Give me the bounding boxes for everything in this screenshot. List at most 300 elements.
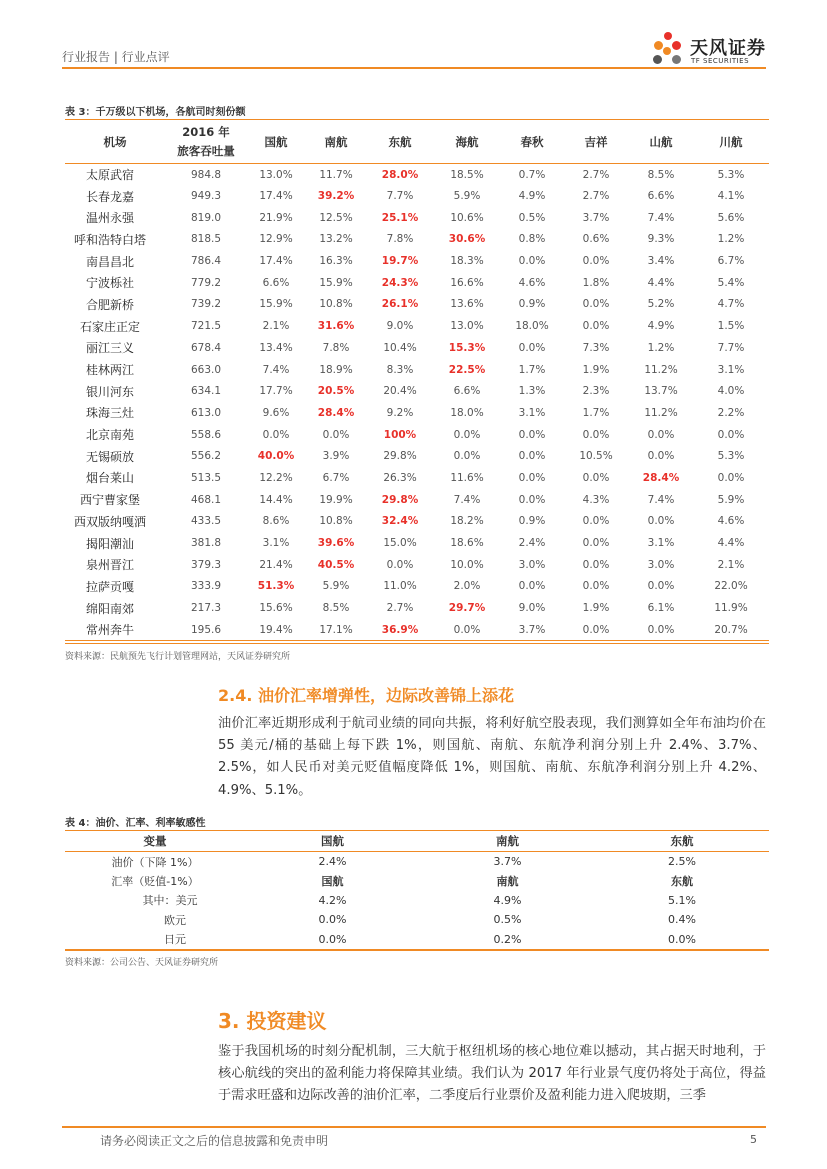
table-cell: 4.4% — [647, 276, 675, 289]
table-cell: 29.8% — [383, 450, 417, 463]
table-cell: 15.3% — [448, 341, 486, 354]
airport-name: 北京南苑 — [85, 428, 134, 443]
table-cell: 13.7% — [644, 385, 678, 398]
table-row — [65, 315, 769, 337]
variable-label: 汇率（贬值-1%） — [111, 874, 199, 888]
table-cell: 7.3% — [582, 341, 610, 354]
table-cell: 南航 — [496, 874, 519, 888]
table-cell: 0.0% — [647, 515, 675, 528]
variable-label: 欧元 — [164, 913, 186, 927]
table-cell: 4.6% — [717, 515, 745, 528]
table-cell: 3.9% — [322, 450, 350, 463]
table-row — [65, 532, 769, 554]
airport-name: 烟台莱山 — [85, 471, 134, 486]
table-cell: 17.1% — [319, 623, 353, 636]
table-cell: 8.5% — [647, 168, 675, 181]
table3-header: 机场 — [103, 134, 127, 149]
source-divider — [65, 643, 769, 644]
table-cell: 4.2% — [318, 893, 347, 907]
airport-name: 太原武宿 — [85, 168, 134, 183]
table-row — [65, 402, 769, 424]
variable-label: 油价（下降 1%） — [111, 855, 199, 869]
table-cell: 19.4% — [259, 623, 293, 636]
table-cell: 15.9% — [259, 298, 293, 311]
table-cell: 0.0% — [518, 450, 546, 463]
table-cell: 3.1% — [518, 406, 546, 419]
table-cell: 558.6 — [190, 428, 222, 441]
table-cell: 国航 — [321, 874, 344, 888]
table-cell: 18.3% — [450, 255, 484, 268]
table-cell: 3.1% — [262, 537, 290, 550]
table-cell: 0.0% — [453, 450, 481, 463]
table-cell: 0.2% — [493, 932, 522, 946]
airport-name: 无锡硕放 — [85, 449, 134, 464]
airport-name: 拉萨贡嘎 — [85, 579, 134, 594]
table-cell: 0.0% — [262, 428, 290, 441]
table-cell: 7.7% — [386, 190, 414, 203]
table-cell: 6.7% — [322, 471, 350, 484]
table4-header: 南航 — [496, 834, 519, 848]
table-cell: 433.5 — [190, 515, 222, 528]
variable-label: 日元 — [164, 933, 186, 946]
table4-header: 国航 — [321, 834, 344, 848]
table-cell: 513.5 — [190, 471, 222, 484]
table-cell: 5.6% — [717, 211, 745, 224]
table-cell: 14.4% — [259, 493, 293, 506]
section-2-4-title: 2.4. 油价汇率增弹性，边际改善锦上添花 — [218, 686, 514, 705]
table-cell: 20.7% — [714, 623, 748, 636]
table-cell: 2.1% — [262, 320, 290, 333]
table-cell: 3.1% — [647, 537, 675, 550]
table-row — [65, 294, 769, 316]
table-cell: 17.4% — [259, 255, 293, 268]
table-cell: 39.2% — [317, 190, 355, 203]
table-cell: 0.7% — [518, 168, 546, 181]
table-row — [65, 207, 769, 229]
table-cell: 0.0% — [582, 320, 610, 333]
table-cell: 4.0% — [717, 385, 745, 398]
table-cell: 22.0% — [714, 580, 748, 593]
table-cell: 1.8% — [582, 276, 610, 289]
table-cell: 1.2% — [717, 233, 745, 246]
table-cell: 11.2% — [644, 406, 678, 419]
table-cell: 0.0% — [518, 580, 546, 593]
table4-header-row — [65, 831, 769, 852]
table-cell: 8.6% — [262, 515, 290, 528]
table3-header: 国航 — [264, 134, 288, 149]
table-cell: 0.0% — [582, 537, 610, 550]
table-cell: 40.0% — [257, 450, 295, 463]
table-row — [65, 185, 769, 207]
airport-name: 长春龙嘉 — [85, 189, 134, 204]
table-cell: 0.0% — [518, 341, 546, 354]
table-cell: 0.0% — [318, 913, 347, 927]
table-cell: 5.9% — [322, 580, 350, 593]
airport-name: 呼和浩特白塔 — [73, 232, 146, 247]
table-cell: 0.0% — [453, 428, 481, 441]
table-cell: 6.1% — [647, 602, 675, 615]
table-cell: 1.9% — [582, 602, 610, 615]
table-row — [65, 619, 769, 641]
table-cell: 2.3% — [582, 385, 610, 398]
table-cell: 6.6% — [453, 385, 481, 398]
airport-name: 常州奔牛 — [85, 623, 134, 638]
table-cell: 100% — [383, 428, 417, 441]
table-cell: 0.5% — [518, 211, 546, 224]
table-cell: 2.2% — [717, 406, 745, 419]
table-cell: 2.1% — [717, 558, 745, 571]
table-cell: 6.7% — [717, 255, 745, 268]
table-cell: 0.0% — [386, 558, 414, 571]
table-cell: 9.3% — [647, 233, 675, 246]
table3-header: 春秋 — [520, 134, 544, 149]
table-cell: 20.5% — [317, 385, 355, 398]
table3-header: 川航 — [719, 134, 743, 149]
table-cell: 5.9% — [717, 493, 745, 506]
table-cell: 678.4 — [190, 341, 222, 354]
table-cell: 18.0% — [515, 320, 549, 333]
table-cell: 381.8 — [190, 537, 222, 550]
table-cell: 0.0% — [668, 932, 696, 946]
table3-header: 2016 年 旅客吞吐量 — [177, 124, 235, 158]
table-cell: 2.4% — [518, 537, 546, 550]
table-cell: 7.4% — [647, 211, 675, 224]
table-cell: 0.8% — [518, 233, 546, 246]
table-cell: 4.1% — [717, 190, 745, 203]
table-cell: 8.3% — [386, 363, 414, 376]
table-cell: 3.7% — [518, 623, 546, 636]
table-cell: 6.6% — [647, 190, 675, 203]
table-cell: 5.3% — [717, 168, 745, 181]
airport-name: 温州永强 — [85, 211, 134, 226]
table-cell: 4.7% — [717, 298, 745, 311]
table-row — [65, 576, 769, 598]
table-cell: 4.4% — [717, 537, 745, 550]
airport-name: 绵阳南郊 — [85, 601, 134, 616]
table4 — [65, 830, 769, 950]
table-cell: 26.1% — [381, 298, 419, 311]
table-row — [65, 554, 769, 576]
table-cell: 634.1 — [190, 385, 222, 398]
table4-header: 东航 — [670, 834, 694, 848]
table-cell: 36.9% — [381, 623, 419, 636]
table-cell: 2.7% — [386, 602, 414, 615]
table-row — [65, 871, 769, 891]
table-cell: 29.8% — [381, 493, 419, 506]
table-cell: 0.0% — [518, 493, 546, 506]
table-cell: 818.5 — [190, 233, 222, 246]
table-cell: 0.4% — [668, 913, 696, 927]
table-cell: 9.6% — [262, 406, 290, 419]
table-cell: 4.3% — [582, 493, 610, 506]
table-cell: 18.6% — [450, 537, 484, 550]
table3 — [65, 119, 769, 641]
table-cell: 4.6% — [518, 276, 546, 289]
table-cell: 0.0% — [717, 428, 745, 441]
logo-subtext: TF SECURITIES — [691, 57, 750, 65]
table-cell: 20.4% — [383, 385, 417, 398]
airport-name: 桂林两江 — [85, 363, 134, 378]
table-cell: 1.3% — [518, 385, 546, 398]
table4-source: 资料来源：公司公告、天风证券研究所 — [65, 958, 219, 968]
section-3-title: 3. 投资建议 — [218, 1009, 327, 1033]
table-row — [65, 489, 769, 511]
table-cell: 3.1% — [717, 363, 745, 376]
table-cell: 51.3% — [257, 580, 295, 593]
source-divider — [65, 950, 769, 951]
airport-name: 西双版纳嘎洒 — [73, 514, 146, 529]
table-cell: 0.0% — [582, 580, 610, 593]
table-cell: 739.2 — [190, 298, 222, 311]
table-row — [65, 359, 769, 381]
table-cell: 3.0% — [518, 558, 546, 571]
table3-header: 海航 — [455, 134, 479, 149]
table-cell: 30.6% — [448, 233, 486, 246]
table-cell: 0.6% — [582, 233, 610, 246]
table-cell: 0.0% — [582, 623, 610, 636]
table3-caption: 表 3：千万级以下机场，各航司时刻份额 — [65, 107, 246, 118]
table3-header-row — [65, 120, 769, 164]
table-row — [65, 272, 769, 294]
table-cell: 0.0% — [582, 515, 610, 528]
table-cell: 9.0% — [518, 602, 546, 615]
table-cell: 12.9% — [259, 233, 293, 246]
table-cell: 0.0% — [518, 471, 546, 484]
table-cell: 4.9% — [647, 320, 675, 333]
table-cell: 379.3 — [190, 558, 222, 571]
table-cell: 1.5% — [717, 320, 745, 333]
table-cell: 15.6% — [259, 602, 293, 615]
table-cell: 949.3 — [190, 190, 222, 203]
table-cell: 12.2% — [259, 471, 293, 484]
table-cell: 13.2% — [319, 233, 353, 246]
table-cell: 12.5% — [319, 211, 353, 224]
airport-name: 泉州晋江 — [85, 558, 134, 573]
breadcrumb: 行业报告 | 行业点评 — [62, 50, 170, 64]
table-cell: 18.9% — [319, 363, 353, 376]
table-cell: 0.0% — [647, 428, 675, 441]
table-cell: 0.9% — [518, 298, 546, 311]
table-cell: 10.5% — [579, 450, 613, 463]
table-row — [65, 250, 769, 272]
table4-header: 变量 — [143, 834, 167, 848]
table-cell: 11.2% — [644, 363, 678, 376]
table-cell: 0.9% — [518, 515, 546, 528]
table-cell: 18.2% — [450, 515, 484, 528]
table-cell: 16.6% — [450, 276, 484, 289]
airport-name: 合肥新桥 — [85, 297, 134, 312]
table-cell: 18.0% — [450, 406, 484, 419]
table-cell: 40.5% — [317, 558, 355, 571]
table-row — [65, 445, 769, 467]
table-cell: 3.4% — [647, 255, 675, 268]
disclaimer-text: 请务必阅读正文之后的信息披露和免责申明 — [100, 1134, 329, 1148]
table-cell: 东航 — [671, 874, 693, 888]
table-cell: 16.3% — [319, 255, 353, 268]
table-cell: 5.9% — [453, 190, 481, 203]
table4-caption: 表 4：油价、汇率、利率敏感性 — [65, 818, 206, 829]
table-cell: 25.1% — [381, 211, 419, 224]
airport-name: 珠海三灶 — [85, 406, 134, 421]
table-cell: 15.0% — [383, 537, 417, 550]
table-cell: 9.2% — [386, 406, 414, 419]
airport-name: 丽江三义 — [85, 341, 134, 356]
table-cell: 468.1 — [190, 493, 222, 506]
brand-logo — [650, 30, 768, 70]
table-cell: 13.6% — [450, 298, 484, 311]
table-cell: 3.0% — [647, 558, 675, 571]
header-divider — [62, 67, 766, 69]
table-cell: 1.7% — [582, 406, 610, 419]
table-cell: 15.9% — [319, 276, 353, 289]
table-cell: 17.4% — [259, 190, 293, 203]
table-cell: 0.0% — [318, 932, 347, 946]
table-row — [65, 337, 769, 359]
table-cell: 28.4% — [317, 406, 355, 419]
table-cell: 13.0% — [450, 320, 484, 333]
table-cell: 17.7% — [259, 385, 293, 398]
table-cell: 1.2% — [647, 341, 675, 354]
table-cell: 195.6 — [190, 623, 222, 636]
table-cell: 10.8% — [319, 515, 353, 528]
table-cell: 0.0% — [717, 471, 745, 484]
table-cell: 13.4% — [259, 341, 293, 354]
table3-header: 吉祥 — [584, 134, 608, 149]
airport-name: 南昌昌北 — [85, 254, 134, 269]
logo-text: 天风证券 — [690, 38, 766, 59]
table-cell: 0.0% — [322, 428, 350, 441]
table-cell: 2.7% — [582, 168, 610, 181]
table-cell: 31.6% — [317, 320, 355, 333]
table-cell: 13.0% — [259, 168, 293, 181]
table-cell: 0.0% — [647, 450, 675, 463]
table-cell: 5.3% — [717, 450, 745, 463]
table-cell: 39.6% — [317, 537, 355, 550]
table-cell: 786.4 — [190, 255, 222, 268]
table-cell: 0.0% — [582, 298, 610, 311]
table-cell: 0.0% — [647, 580, 675, 593]
table-cell: 217.3 — [190, 602, 222, 615]
footer-divider — [62, 1126, 766, 1128]
table-cell: 21.4% — [259, 558, 293, 571]
table-cell: 11.9% — [714, 602, 748, 615]
airport-name: 银川河东 — [85, 384, 134, 399]
table-cell: 7.7% — [717, 341, 745, 354]
airport-name: 揭阳潮汕 — [85, 536, 134, 551]
table-cell: 9.0% — [386, 320, 414, 333]
table-cell: 556.2 — [190, 450, 222, 463]
table-cell: 19.9% — [319, 493, 353, 506]
table-cell: 0.0% — [518, 428, 546, 441]
table-cell: 663.0 — [190, 363, 222, 376]
table-cell: 3.7% — [493, 855, 522, 868]
table-cell: 11.6% — [450, 471, 484, 484]
table-cell: 819.0 — [190, 211, 222, 224]
table-row — [65, 424, 769, 446]
table-cell: 32.4% — [381, 515, 419, 528]
table-cell: 0.0% — [518, 255, 546, 268]
table-cell: 5.4% — [717, 276, 745, 289]
table-cell: 21.9% — [259, 211, 293, 224]
table-cell: 28.0% — [381, 168, 419, 181]
table-row — [65, 910, 769, 930]
table-row — [65, 597, 769, 619]
table-cell: 0.5% — [493, 913, 522, 927]
table-cell: 5.2% — [647, 298, 675, 311]
airport-name: 宁波栎社 — [85, 276, 134, 291]
table-cell: 333.9 — [190, 580, 222, 593]
table-row — [65, 930, 769, 950]
table3-header: 山航 — [649, 134, 673, 149]
table-cell: 2.0% — [453, 580, 481, 593]
table-cell: 721.5 — [190, 320, 222, 333]
table-cell: 0.0% — [582, 471, 610, 484]
table-cell: 5.1% — [668, 893, 696, 907]
table-cell: 24.3% — [381, 276, 419, 289]
table-cell: 0.0% — [647, 623, 675, 636]
table-row — [65, 852, 769, 872]
table-cell: 7.4% — [647, 493, 675, 506]
table-cell: 7.8% — [386, 233, 414, 246]
table-cell: 2.7% — [582, 190, 610, 203]
table-row — [65, 164, 769, 186]
airport-name: 西宁曹家堡 — [79, 493, 140, 508]
table-cell: 2.4% — [318, 855, 347, 868]
table-cell: 10.4% — [383, 341, 417, 354]
table-cell: 19.7% — [381, 255, 419, 268]
table3-header: 南航 — [324, 134, 348, 149]
table-row — [65, 891, 769, 911]
table-row — [65, 467, 769, 489]
table-cell: 1.9% — [582, 363, 610, 376]
section-3-paragraph: 鉴于我国机场的时刻分配机制，三大航于枢纽机场的核心地位难以撼动，其占据天时地利，于核心航线的突出的盈利能力将保障其业绩。我们认为 2017 年行业景气度仍将处于高位，得益于需求旺盛和边际改善的油价汇率，二季度后行业票价及盈利能力进入爬坡期，三季 — [218, 1044, 766, 1104]
table-cell: 28.4% — [642, 471, 680, 484]
table-row — [65, 229, 769, 251]
page-number: 5 — [750, 1133, 757, 1146]
table-cell: 10.6% — [450, 211, 484, 224]
table-cell: 4.9% — [518, 190, 546, 203]
logo-mark-icon — [650, 30, 686, 70]
table-cell: 22.5% — [448, 363, 486, 376]
table-cell: 11.0% — [383, 580, 417, 593]
airport-name: 石家庄正定 — [79, 319, 140, 334]
table3-header: 东航 — [388, 134, 412, 149]
table-cell: 7.4% — [453, 493, 481, 506]
table-cell: 1.7% — [518, 363, 546, 376]
table-cell: 0.0% — [582, 255, 610, 268]
section-2-4-paragraph: 油价汇率近期形成利于航司业绩的同向共振，将利好航空股表现，我们测算如全年布油均价在 55 美元/桶的基础上每下跌 1%，则国航、南航、东航净利润分别上升 2.4%、3.7%、2.5%，如人民币对美元贬值幅度降低 1%，则国航、南航、东航净利润分别上升 4.2%、4.9%、5.1%。 — [218, 716, 766, 798]
table-cell: 3.7% — [582, 211, 610, 224]
table-row — [65, 380, 769, 402]
variable-label: 其中：美元 — [142, 894, 198, 908]
table-cell: 18.5% — [450, 168, 484, 181]
table-cell: 7.4% — [262, 363, 290, 376]
table-cell: 10.8% — [319, 298, 353, 311]
table-cell: 7.8% — [322, 341, 350, 354]
table-cell: 11.7% — [319, 168, 353, 181]
table-cell: 0.0% — [582, 428, 610, 441]
table-cell: 29.7% — [448, 602, 486, 615]
table-cell: 613.0 — [190, 406, 222, 419]
table-cell: 10.0% — [450, 558, 484, 571]
table-cell: 779.2 — [190, 276, 222, 289]
table-row — [65, 511, 769, 533]
table-cell: 0.0% — [453, 623, 481, 636]
table-cell: 984.8 — [190, 168, 222, 181]
table3-source: 资料来源：民航预先飞行计划管理网站，天风证券研究所 — [65, 652, 291, 662]
table-cell: 0.0% — [582, 558, 610, 571]
table-cell: 2.5% — [668, 855, 696, 868]
